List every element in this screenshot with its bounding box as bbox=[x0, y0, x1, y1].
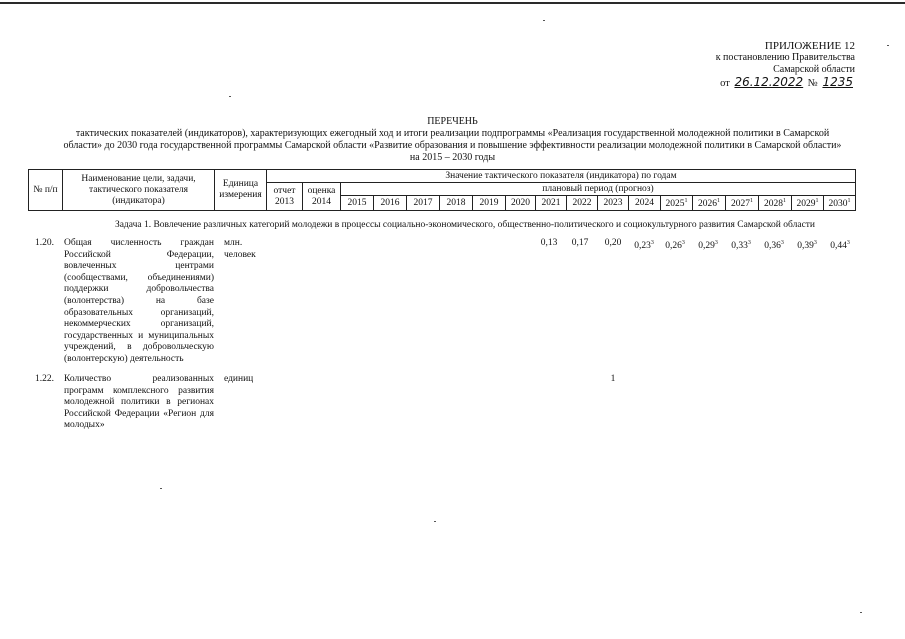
scan-edge-line bbox=[0, 2, 905, 4]
appendix-title: ПРИЛОЖЕНИЕ 12 bbox=[764, 40, 855, 52]
row-1-22-value-2023: 1 bbox=[610, 374, 616, 384]
number-label: № bbox=[807, 78, 818, 89]
scan-speck bbox=[434, 521, 436, 522]
header-plan: плановый период (прогноз) bbox=[341, 183, 856, 196]
decree-number: 1235 bbox=[822, 75, 853, 89]
header-year-2025: 2025$^1$ bbox=[661, 196, 693, 211]
appendix-decree: к постановлению Правительства bbox=[715, 52, 855, 63]
appendix-signature-line bbox=[655, 76, 855, 90]
from-label: от bbox=[720, 78, 730, 89]
scan-speck bbox=[860, 612, 862, 613]
row-1-20-value: 0,20 bbox=[604, 238, 622, 248]
row-1-20-value: 0,44$^3$ bbox=[830, 240, 850, 252]
header-name: Наименование цели, задачи, тактического показателя (индикатора) bbox=[63, 170, 215, 211]
row-1-20-name: Общая численность граждан Российской Федерации, вовлеченных центрами (сообществами, объединениями) поддержки добровольчества (волонтерства) на базе образовательных организаций, некоммерческих организаций, государственных и муниципальных учреждений, в добровольческую (волонтерскую) деятельность bbox=[64, 238, 214, 364]
header-year-2018: 2018 bbox=[440, 196, 473, 211]
appendix-block bbox=[655, 40, 855, 90]
row-1-20-value: 0,17 bbox=[571, 238, 589, 248]
page-title: ПЕРЕЧЕНЬ bbox=[427, 116, 478, 127]
header-year-2028: 2028$^1$ bbox=[759, 196, 792, 211]
header-year-2030: 2030$^1$ bbox=[824, 196, 856, 211]
row-1-20-value: 0,36$^3$ bbox=[764, 240, 784, 252]
header-year-2024: 2024 bbox=[629, 196, 661, 211]
indicators-header-table bbox=[28, 169, 856, 211]
header-year-2016: 2016 bbox=[374, 196, 407, 211]
row-1-20-num: 1.20. bbox=[35, 238, 54, 248]
header-unit: Единица измерения bbox=[215, 170, 267, 211]
appendix-region: Самарской области bbox=[773, 64, 855, 75]
task-1-heading: Задача 1. Вовлечение различных категорий молодежи в процессы социально-экономического, общественно-политического и социокультурного развития Самарской области bbox=[114, 220, 816, 230]
header-year-2015: 2015 bbox=[341, 196, 374, 211]
scan-speck bbox=[887, 45, 889, 46]
row-1-20-value: 0,26$^3$ bbox=[665, 240, 685, 252]
header-num: № п/п bbox=[29, 170, 63, 211]
header-year-2023: 2023 bbox=[598, 196, 629, 211]
header-values: Значение тактического показателя (индикатора) по годам bbox=[267, 170, 856, 183]
row-1-22-num: 1.22. bbox=[35, 374, 54, 384]
header-year-2022: 2022 bbox=[567, 196, 598, 211]
scan-speck bbox=[543, 20, 545, 21]
row-1-20-value: 0,39$^3$ bbox=[797, 240, 817, 252]
title-line-3: на 2015 – 2030 годы bbox=[409, 152, 496, 163]
decree-date: 26.12.2022 bbox=[734, 75, 804, 89]
header-year-2019: 2019 bbox=[473, 196, 506, 211]
row-1-22-unit: единиц bbox=[224, 374, 254, 384]
header-year-2027: 2027$^1$ bbox=[726, 196, 759, 211]
header-year-2020: 2020 bbox=[506, 196, 536, 211]
row-1-20-value: 0,23$^3$ bbox=[634, 240, 654, 252]
row-1-20-unit: млн. человек bbox=[224, 238, 256, 260]
header-year-2017: 2017 bbox=[407, 196, 440, 211]
title-line-2: области» до 2030 года государственной программы Самарской области «Развитие образования и повышение эффективности реализации молодежной политики в Самарской области» bbox=[63, 140, 842, 151]
header-year-2026: 2026$^1$ bbox=[693, 196, 726, 211]
header-year-2021: 2021 bbox=[536, 196, 567, 211]
header-year-2029: 2029$^1$ bbox=[792, 196, 824, 211]
header-report: отчет 2013 bbox=[267, 183, 303, 211]
scan-speck bbox=[229, 96, 231, 97]
scan-speck bbox=[160, 488, 162, 489]
row-1-20-value: 0,33$^3$ bbox=[731, 240, 751, 252]
title-line-1: тактических показателей (индикаторов), характеризующих ежегодный ход и итоги реализации подпрограммы «Реализация государственной молодежной политики в Самарской bbox=[75, 128, 830, 139]
row-1-22-name: Количество реализованных программ комплексного развития молодежной политики в регионах Российской Федерации «Регион для молодых» bbox=[64, 374, 214, 431]
header-estimate: оценка 2014 bbox=[303, 183, 341, 211]
row-1-20-value: 0,13 bbox=[540, 238, 558, 248]
row-1-20-value: 0,29$^3$ bbox=[698, 240, 718, 252]
